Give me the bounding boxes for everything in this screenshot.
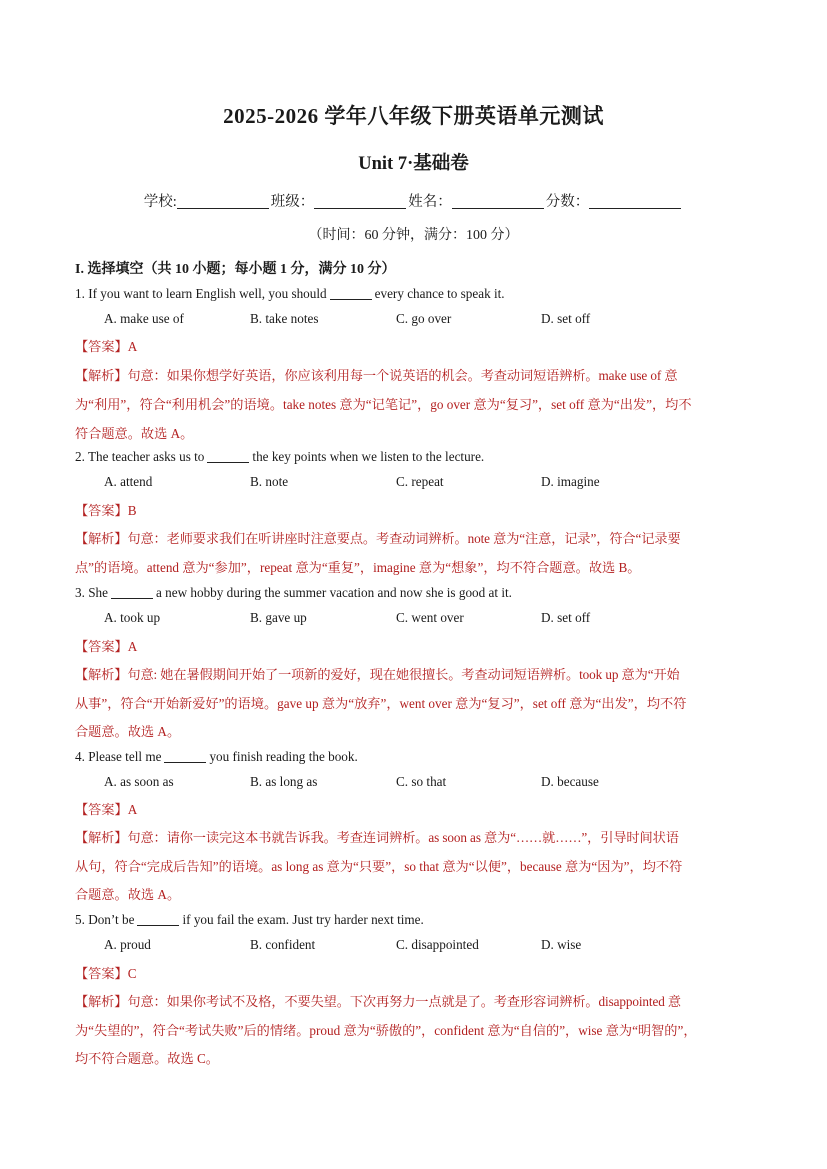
explanation-line: 从句，符合“完成后告知”的语境。as long as 意为“只要”，so that 意为“以便”，because 意为“因为”，均不符 — [75, 859, 683, 874]
option-b: B. take notes — [250, 311, 319, 326]
explanation-line: 为“利用”，符合“利用机会”的语境。take notes 意为“记笔记”，go over 意为“复习”，set off 意为“出发”，均不 — [75, 397, 692, 412]
question-stem — [75, 912, 424, 928]
class-label: 班级： — [270, 194, 315, 210]
score-blank — [589, 193, 681, 209]
stem-text: you finish reading the book. — [209, 749, 358, 764]
answer-blank — [164, 750, 206, 763]
explanation-label: 【解析】 — [75, 368, 128, 383]
answer-blank — [137, 913, 179, 926]
explanation-line: 点”的语境。attend 意为“参加”，repeat 意为“重复”，imagine 意为“想象”，均不符合题意。故选 B。 — [75, 560, 641, 575]
explanation-label: 【解析】 — [75, 830, 128, 845]
explanation-line — [75, 827, 753, 846]
explanation-line: 均不符合题意。故选 C。 — [75, 1051, 219, 1066]
explanation-line — [75, 991, 753, 1010]
explanation-text: 句意：请你一读完这本书就告诉我。考查连词辨析。as soon as 意为“……就……”，引导时间状语 — [127, 830, 679, 845]
page-subtitle: Unit 7·基础卷 — [358, 154, 469, 174]
explanation-line: 合题意。故选 A。 — [75, 887, 181, 902]
answer-line — [75, 336, 137, 355]
option-d: D. set off — [541, 610, 591, 625]
option-a: A. proud — [104, 937, 151, 952]
class-blank — [314, 193, 406, 209]
answer-blank — [207, 450, 249, 463]
stem-text: a new hobby during the summer vacation and now she is good at it. — [155, 585, 512, 600]
explanation-line: 从事”，符合“开始新爱好”的语境。gave up 意为“放弃”，went over 意为“复习”，set off 意为“出发”，均不符 — [75, 696, 687, 711]
explanation-text: 句意：老师要求我们在听讲座时注意要点。考查动词辨析。note 意为“注意，记录”，符合“记录要 — [127, 531, 681, 546]
question-stem — [75, 749, 358, 765]
answer-label: 【答案】 — [75, 639, 128, 654]
explanation-line — [75, 365, 753, 384]
stem-text: 5. Don’t be — [75, 912, 135, 927]
option-a: A. as soon as — [104, 774, 174, 789]
option-a: A. took up — [104, 610, 161, 625]
explanation-label: 【解析】 — [75, 667, 128, 682]
explanation-line: 合题意。故选 A。 — [75, 724, 181, 739]
time-note: （时间：60 分钟，满分：100 分） — [308, 228, 519, 243]
answer-label: 【答案】 — [75, 802, 128, 817]
answer-value: A — [127, 802, 138, 817]
option-b: B. note — [250, 474, 289, 489]
answer-value: B — [127, 503, 137, 518]
question-stem — [75, 286, 505, 302]
explanation-line: 符合题意。故选 A。 — [75, 426, 194, 441]
answer-value: C — [127, 966, 137, 981]
option-d: D. because — [541, 774, 599, 789]
option-c: C. disappointed — [396, 937, 479, 952]
option-b: B. confident — [250, 937, 316, 952]
explanation-line: 为“失望的”，符合“考试失败”后的情绪。proud 意为“骄傲的”，confident 意为“自信的”，wise 意为“明智的”， — [75, 1023, 697, 1038]
page-title: 2025-2026 学年八年级下册英语单元测试 — [223, 104, 604, 128]
student-info-row — [0, 190, 827, 211]
answer-line — [75, 799, 137, 818]
stem-text: every chance to speak it. — [374, 286, 505, 301]
score-label: 分数： — [545, 194, 590, 210]
stem-text: 2. The teacher asks us to — [75, 449, 205, 464]
answer-blank — [330, 287, 372, 300]
answer-line — [75, 500, 137, 519]
explanation-text: 句意：如果你想学好英语，你应该利用每一个说英语的机会。考查动词短语辨析。make use of 意 — [127, 368, 678, 383]
answer-value: A — [127, 339, 138, 354]
section-heading: I. 选择填空（共 10 小题；每小题 1 分，满分 10 分） — [75, 262, 396, 277]
question-stem — [75, 585, 512, 601]
stem-text: the key points when we listen to the lecture. — [252, 449, 485, 464]
explanation-line — [75, 528, 753, 547]
option-a: A. make use of — [104, 311, 184, 326]
answer-label: 【答案】 — [75, 339, 128, 354]
name-label: 姓名： — [408, 194, 452, 210]
question-stem — [75, 449, 484, 465]
answer-label: 【答案】 — [75, 966, 128, 981]
stem-text: 1. If you want to learn English well, you should — [75, 286, 327, 301]
explanation-line — [75, 664, 753, 683]
option-c: C. so that — [396, 774, 447, 789]
answer-label: 【答案】 — [75, 503, 128, 518]
option-c: C. go over — [396, 311, 452, 326]
stem-text: 3. She — [75, 585, 108, 600]
school-blank — [177, 193, 269, 209]
explanation-text: 句意: 她在暑假期间开始了一项新的爱好，现在她很擅长。考查动词短语辨析。took up 意为“开始 — [127, 667, 680, 682]
explanation-text: 句意：如果你考试不及格，不要失望。下次再努力一点就是了。考查形容词辨析。disappointed 意 — [127, 994, 681, 1009]
option-b: B. as long as — [250, 774, 318, 789]
option-b: B. gave up — [250, 610, 307, 625]
option-a: A. attend — [104, 474, 153, 489]
answer-line — [75, 636, 137, 655]
stem-text: if you fail the exam. Just try harder next time. — [182, 912, 424, 927]
option-d: D. set off — [541, 311, 591, 326]
option-c: C. repeat — [396, 474, 444, 489]
school-label: 学校: — [143, 194, 177, 210]
explanation-label: 【解析】 — [75, 994, 128, 1009]
explanation-label: 【解析】 — [75, 531, 128, 546]
option-d: D. wise — [541, 937, 582, 952]
answer-value: A — [127, 639, 138, 654]
answer-blank — [111, 586, 153, 599]
option-d: D. imagine — [541, 474, 600, 489]
answer-line — [75, 963, 137, 982]
name-blank — [452, 193, 544, 209]
option-c: C. went over — [396, 610, 464, 625]
stem-text: 4. Please tell me — [75, 749, 162, 764]
